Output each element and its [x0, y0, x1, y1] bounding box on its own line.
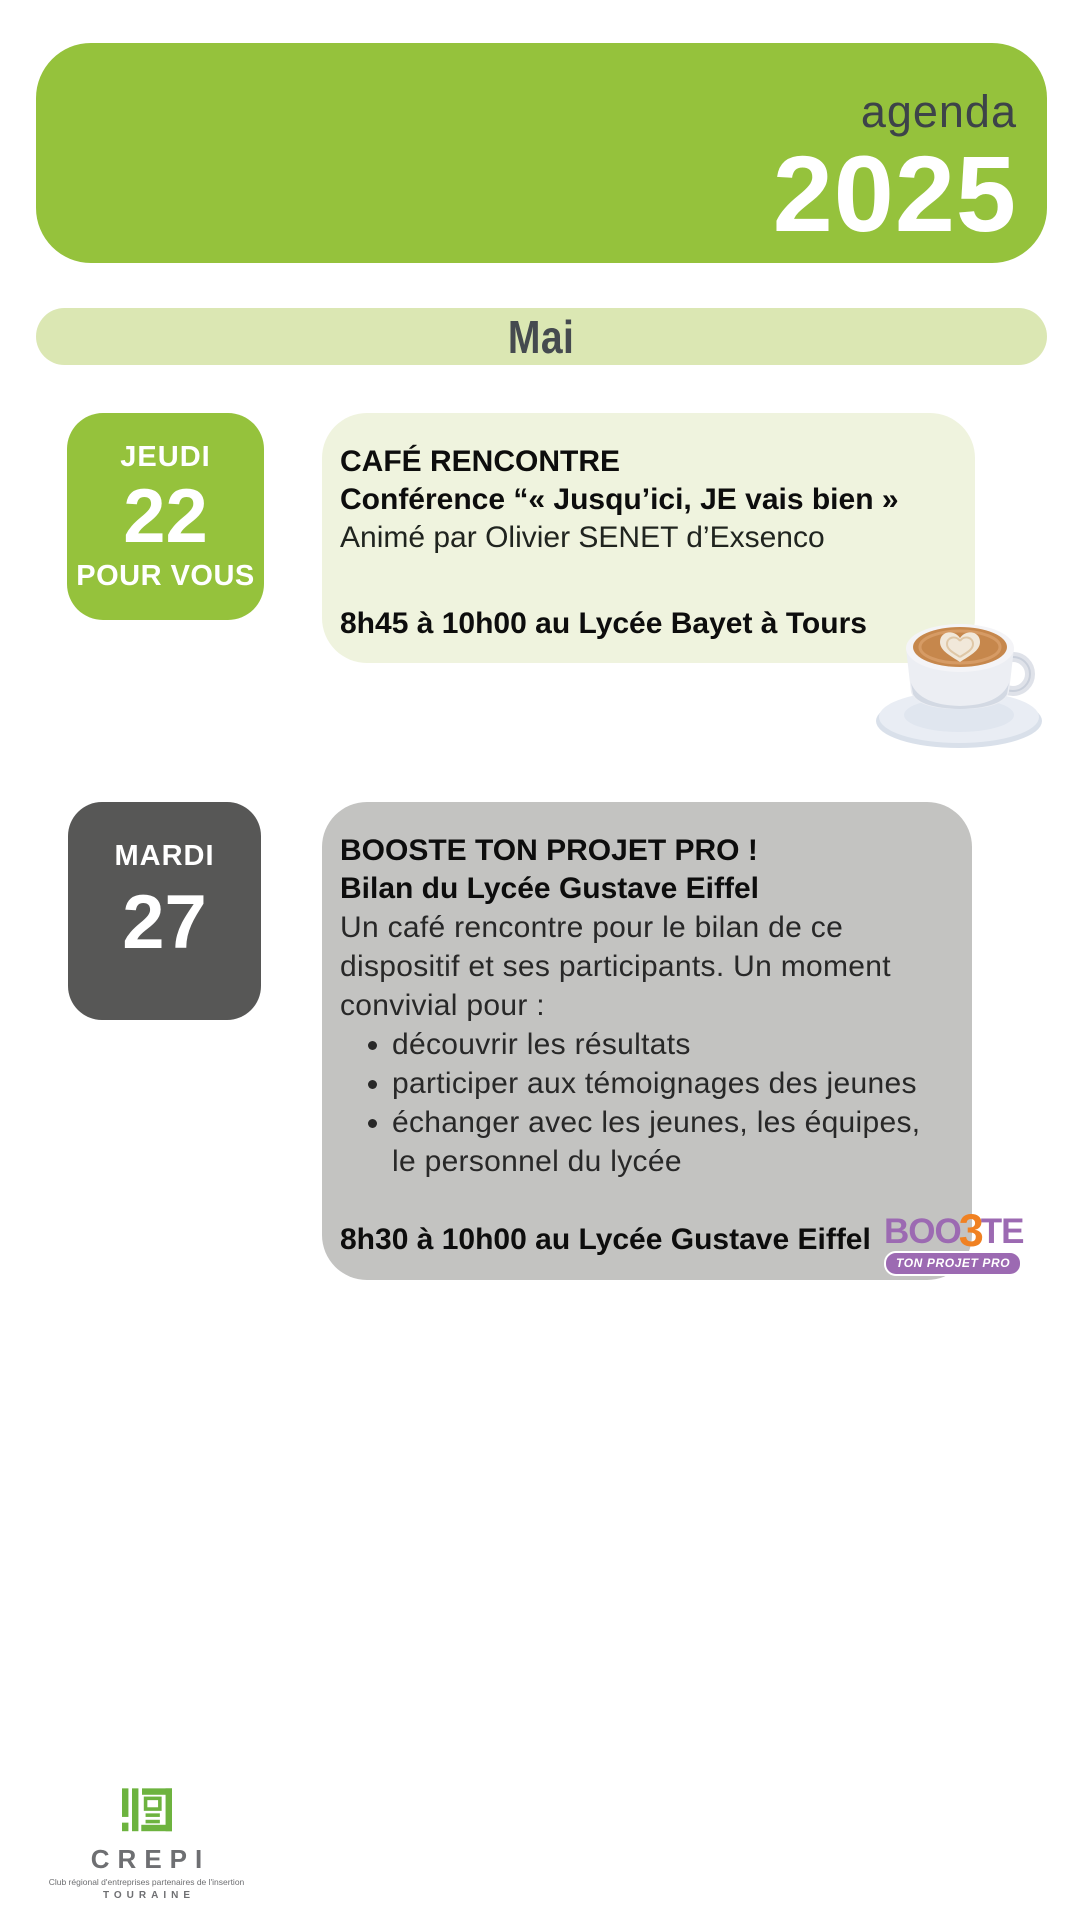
banner-title: agenda [860, 86, 1017, 137]
booste-logo-stylized-s: 3 [958, 1205, 983, 1256]
event-detail: Animé par Olivier SENET d’Exsenco [340, 521, 825, 554]
crepi-org-region: TOURAINE [102, 1890, 196, 1901]
booste-logo-tagline: TON PROJET PRO [884, 1251, 1022, 1276]
crepi-logo-mark [122, 1784, 172, 1837]
day-tag: POUR VOUS [76, 559, 255, 592]
day-number: 22 [123, 473, 208, 559]
date-tile-mardi-27 [68, 802, 261, 1020]
banner-year: 2025 [772, 133, 1017, 254]
coffee-cup-image [870, 588, 1052, 750]
event-subtitle: Bilan du Lycée Gustave Eiffel [340, 872, 760, 905]
month-pill [36, 308, 1047, 365]
event-time-place: 8h30 à 10h00 au Lycée Gustave Eiffel [340, 1223, 871, 1256]
event-title: CAFÉ RENCONTRE [340, 445, 621, 478]
bullet-item: • participer aux témoignages des jeunes [392, 1064, 952, 1103]
crepi-logo [44, 1784, 249, 1901]
date-tile-jeudi-22 [67, 413, 264, 620]
booste-logo-wordmark: BOO3TE [884, 1205, 1024, 1256]
day-name: JEUDI [120, 440, 211, 473]
day-name: MARDI [114, 840, 215, 872]
event-bullet-list [340, 1025, 952, 1181]
bullet-item: • échanger avec les jeunes, les équipes, le personnel du lycée [392, 1103, 952, 1181]
month-label: Mai [508, 310, 575, 363]
event-card-booste-ton-projet [322, 802, 972, 1280]
header-banner [36, 43, 1047, 263]
booste-logo [884, 1202, 1024, 1276]
event-subtitle: Conférence “« Jusqu’ici, JE vais bien » [340, 483, 899, 516]
event-time-place: 8h45 à 10h00 au Lycée Bayet à Tours [340, 607, 867, 640]
crepi-org-name: CREPI [90, 1844, 211, 1874]
bullet-item: • découvrir les résultats [392, 1025, 952, 1064]
event-description: Un café rencontre pour le bilan de ce dispositif et ses participants. Un moment convivial pour : [340, 911, 891, 1022]
crepi-org-subtitle: Club régional d'entreprises partenaires de l'insertion [48, 1877, 245, 1887]
day-number: 27 [122, 880, 207, 965]
event-title: BOOSTE TON PROJET PRO ! [340, 834, 758, 867]
